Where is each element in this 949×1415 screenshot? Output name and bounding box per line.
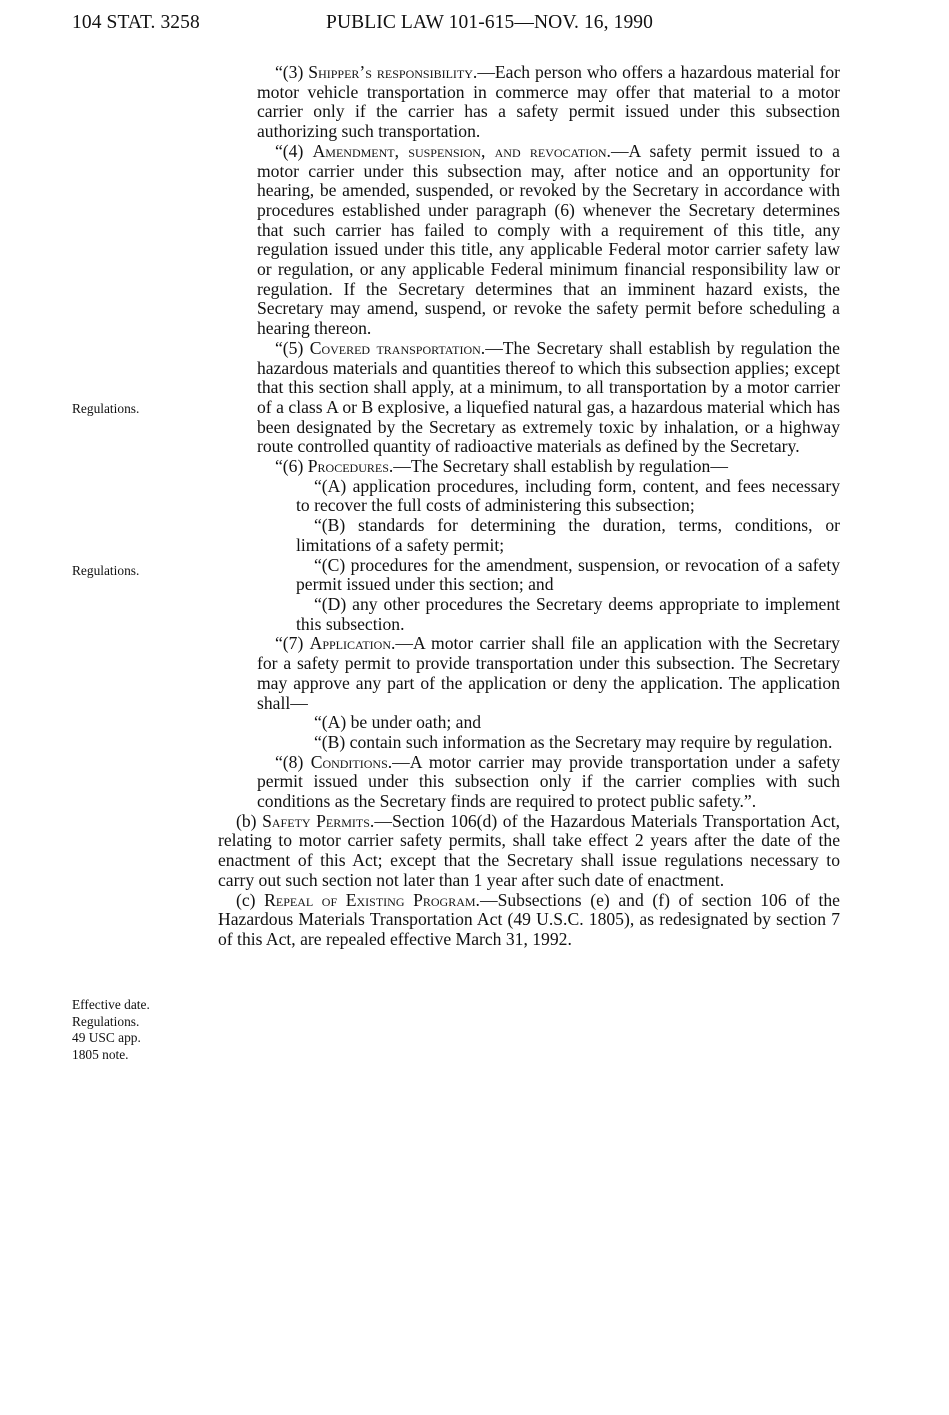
subsection-text: —Section 106(d) of the Hazardous Materials Transportation Act, relating to motor carrier safety permits, shall take effect 2 years after the date of the enactment of this Act; except that the Secretary shall issue regulations necessary to carry out such section not later than 1 year after such date of enactment. [218, 810, 840, 890]
margin-note-usc: 49 USC app. [72, 1030, 141, 1045]
margin-note-regulations: Regulations. [72, 563, 140, 578]
paragraph-text: —The Secretary shall establish by regulation— [393, 456, 728, 477]
margin-note-effective-date: Effective date. [72, 997, 150, 1012]
paragraph-number: “(5) [275, 337, 310, 358]
subparagraph-7a: “(A) be under oath; and [314, 712, 482, 733]
page-header [72, 12, 752, 42]
paragraph-6 [257, 457, 840, 477]
paragraph-text: —A motor carrier shall file an application with the Secretary for a safety permit to provide transportation under this subsection. The Secretary may approve any part of the application or deny the application. The application shall— [257, 633, 840, 713]
paragraph-7 [257, 634, 840, 713]
margin-note-regulations: Regulations. [72, 1013, 140, 1029]
subsection-letter: (c) [236, 889, 265, 910]
paragraph-number: “(8) [275, 751, 311, 772]
paragraph-4 [257, 142, 840, 339]
margin-note-regulations: Regulations. [72, 401, 140, 416]
paragraph-number: “(3) [275, 62, 309, 82]
subparagraph-6d: “(D) any other procedures the Secretary deems appropriate to implement this subsection. [296, 593, 840, 634]
subsection-b [218, 812, 840, 891]
paragraph-heading: Shipper’s responsibility. [308, 62, 478, 82]
margin-note-note: 1805 note. [72, 1046, 129, 1062]
margin-note-effective [72, 997, 202, 1063]
subparagraph-6b: “(B) standards for determining the duration, terms, conditions, or limitations of a safety permit; [296, 515, 840, 555]
paragraph-heading: Procedures. [307, 456, 394, 477]
subsection-letter: (b) [236, 810, 263, 831]
stat-citation: 104 STAT. 3258 [72, 12, 200, 33]
paragraph-text: —The Secretary shall establish by regulation the hazardous materials and quantities thereof to which this subsection applies; except that this section shall apply, at a minimum, to all transportation by a motor carrier of a class A or B explosive, a liquefied natural gas, a hazardous material which has been designated by the Secretary as extremely toxic by inhalation, or a highway route controlled quantity of radioactive materials as defined by the Secretary. [257, 337, 840, 457]
paragraph-5 [257, 339, 840, 457]
paragraph-3 [257, 63, 840, 142]
paragraph-text: —A safety permit issued to a motor carrier under this subsection may, after notice and an opportunity for hearing, be amended, suspended, or revoked by the Secretary in accordance with procedures established under paragraph (6) whenever the Secretary determines that such carrier has failed to comply with a requirement of this title, any regulation issued under this title, any applicable Federal motor carrier safety law or regulation, or any applicable Federal minimum financial responsibility law or regulation. If the Secretary determines that an imminent hazard exists, the Secretary may amend, suspend, or revoke the safety permit before scheduling a hearing thereon. [257, 140, 840, 339]
paragraph-number: “(7) [275, 633, 310, 654]
paragraph-heading: Covered transportation. [309, 337, 486, 358]
subsection-heading: Repeal of Existing Program. [264, 889, 480, 910]
paragraph-text: —A motor carrier may provide transportation under a safety permit issued under this subsection only if the carrier complies with such conditions as the Secretary finds are required to protect public safety.”. [257, 751, 840, 812]
paragraph-8 [257, 753, 840, 812]
subsection-c [218, 891, 840, 950]
paragraph-heading: Conditions. [310, 751, 393, 772]
public-law-title: PUBLIC LAW 101-615—NOV. 16, 1990 [326, 12, 654, 33]
subparagraph-7b: “(B) contain such information as the Secretary may require by regulation. [314, 731, 833, 752]
paragraph-number: “(4) [275, 140, 313, 161]
subsection-text: —Subsections (e) and (f) of section 106 of the Hazardous Materials Transportation Act (49 U.S.C. 1805), as redesignated by section 7 of this Act, are repealed effective March 31, 1992. [218, 889, 840, 949]
subsection-heading: Safety Permits. [262, 810, 375, 831]
paragraph-heading: Amendment, suspension, and revocation. [312, 140, 611, 161]
subparagraph-6c: “(C) procedures for the amendment, suspension, or revocation of a safety permit issued under this section; and [296, 554, 840, 595]
subparagraph-6a: “(A) application procedures, including form, content, and fees necessary to recover the full costs of administering this subsection; [296, 475, 840, 516]
paragraph-number: “(6) [275, 456, 308, 477]
paragraph-text: —Each person who offers a hazardous material for motor vehicle transportation in commerce may offer that material to a motor carrier only if the carrier has a safety permit issued under this subsection authorizing such transportation. [257, 62, 840, 142]
statute-body [218, 63, 840, 950]
paragraph-heading: Application. [309, 633, 396, 654]
